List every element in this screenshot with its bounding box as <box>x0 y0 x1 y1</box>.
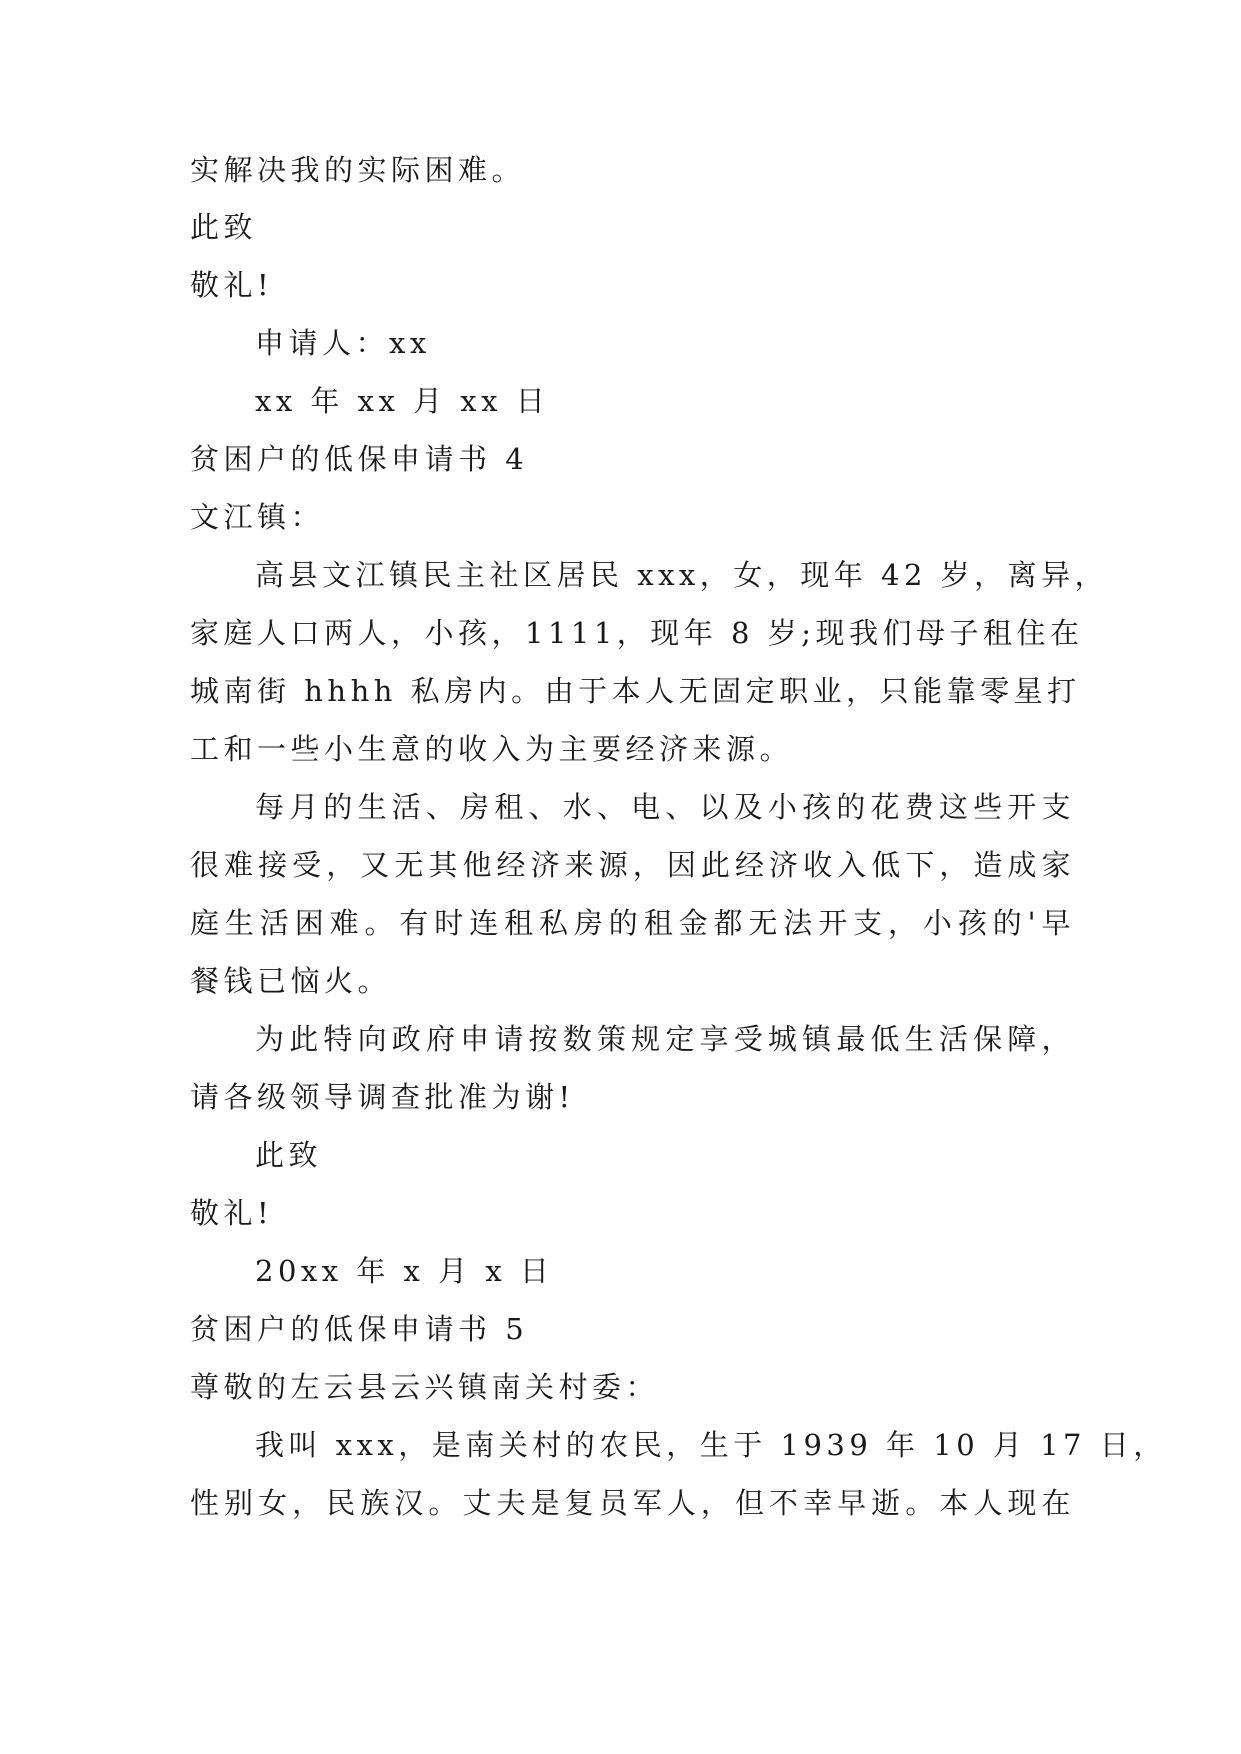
body-text-line: 庭生活困难。有时连租私房的租金都无法开支，小孩的'早 <box>190 906 1075 940</box>
closing-salutation: 此致 <box>190 210 258 244</box>
body-text-line: 工和一些小生意的收入为主要经济来源。 <box>190 732 794 766</box>
body-text-line: 请各级领导调查批准为谢! <box>190 1080 575 1114</box>
body-text-line: 家庭人口两人，小孩，1111，现年 8 岁;现我们母子租住在 <box>190 616 1084 650</box>
section-title: 贫困户的低保申请书 4 <box>190 442 529 476</box>
applicant-signature: 申请人：xx <box>255 326 431 360</box>
date-line: xx 年 xx 月 xx 日 <box>255 384 550 418</box>
body-text-line: 我叫 xxx，是南关村的农民，生于 1939 年 10 月 17 日， <box>255 1428 1167 1462</box>
section-title: 贫困户的低保申请书 5 <box>190 1312 529 1346</box>
closing-regards: 敬礼! <box>190 1196 274 1230</box>
body-text-line: 很难接受，又无其他经济来源，因此经济收入低下，造成家 <box>190 848 1075 882</box>
recipient-line: 文江镇： <box>190 500 325 534</box>
body-text-line: 城南街 hhhh 私房内。由于本人无固定职业，只能靠零星打 <box>190 674 1081 708</box>
body-text-line: 高县文江镇民主社区居民 xxx，女，现年 42 岁，离异， <box>255 558 1109 592</box>
body-text-line: 性别女，民族汉。丈夫是复员军人，但不幸早逝。本人现在 <box>190 1486 1075 1520</box>
body-text-line: 实解决我的实际困难。 <box>190 153 526 187</box>
body-text-line: 为此特向政府申请按数策规定享受城镇最低生活保障， <box>255 1022 1075 1056</box>
closing-regards: 敬礼! <box>190 268 274 302</box>
date-line: 20xx 年 x 月 x 日 <box>255 1254 554 1288</box>
body-text-line: 餐钱已恼火。 <box>190 964 392 998</box>
body-text-line: 每月的生活、房租、水、电、以及小孩的花费这些开支 <box>255 790 1075 824</box>
recipient-line: 尊敬的左云县云兴镇南关村委： <box>190 1370 660 1404</box>
closing-salutation: 此致 <box>255 1138 323 1172</box>
